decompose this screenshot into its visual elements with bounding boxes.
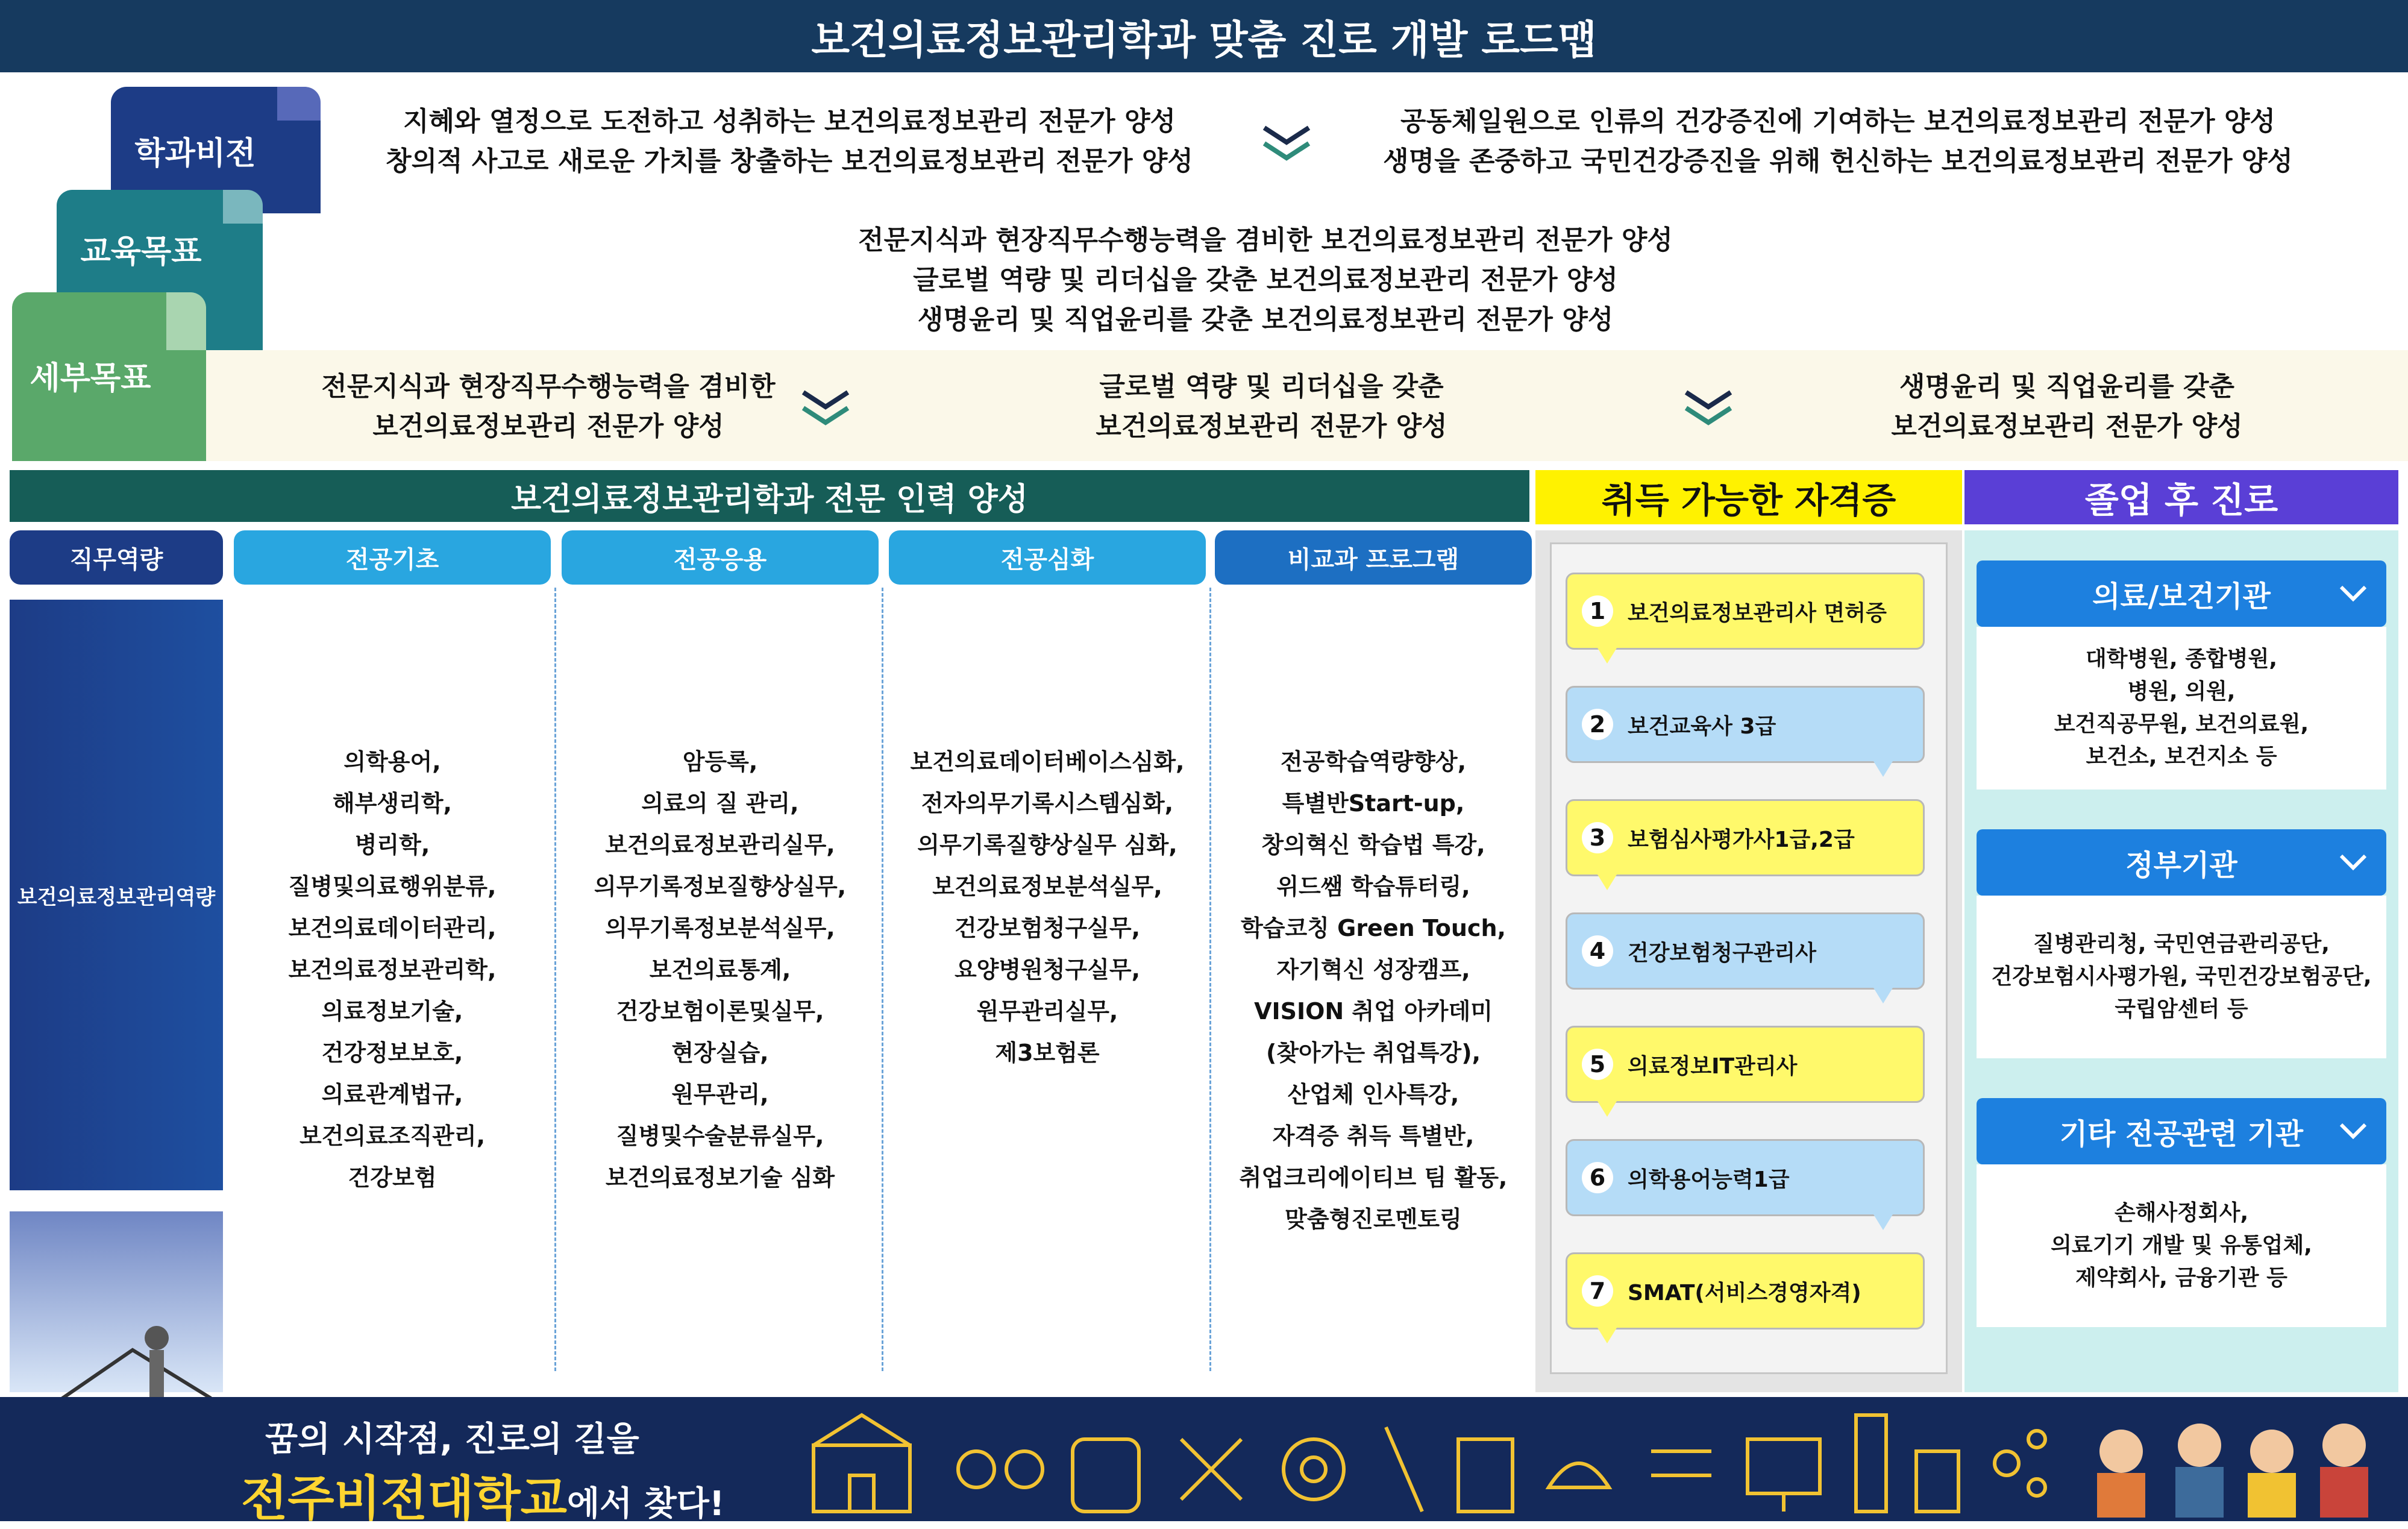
career-group-title: 정부기관 [2125,848,2237,882]
cheering-people-illustration [2073,1403,2398,1518]
career-group-body [1977,627,2386,790]
career-group-header[interactable] [1977,829,2386,896]
certificate-name: 의료정보IT관리사 [1628,1053,1798,1079]
bubble-tail [1873,1214,1893,1230]
column-list [1215,741,1532,1284]
footer-suffix: 에서 찾다! [566,1484,725,1524]
career-group-title: 의료/보건기관 [2092,579,2271,614]
certificate-name: 건강보험청구관리사 [1628,940,1816,965]
competency-value: 보건의료정보관리역량 [17,885,216,909]
column-list [234,741,551,1223]
bubble-tail [1597,648,1617,664]
career-group-title: 기타 전공관련 기관 [2059,1117,2304,1151]
edu-goal-tab-body [223,224,263,353]
detail-goal-tab [12,292,169,461]
detail-goal-line2: 보건의료정보관리 전문가 양성 [1096,411,1447,442]
vision-left-line: 지혜와 열정으로 도전하고 성취하는 보건의료정보관리 전문가 양성 [403,106,1176,137]
course-list: 암등록, 의료의 질 관리, 보건의료정보관리실무, 의무기록정보질향상실무, 의무기록정보분석실무, 보건의료통계, 건강보험이론및실무, 현장실습, 원무관리, 질병및수술분류실무, 보건의료정보기술 심화 [594,749,847,1191]
bubble-tail [1597,874,1617,890]
chevron-down-icon [1681,386,1735,429]
edu-goal-line: 글로벌 역량 및 리더십을 갖춘 보건의료정보관리 전문가 양성 [913,265,1618,295]
certificate-name: 의학용어능력1급 [1628,1167,1790,1192]
vision-tab-body [277,121,321,213]
certificate-number: 5 [1582,1049,1613,1080]
certificate-item [1566,799,1925,876]
certificate-number: 3 [1582,822,1613,853]
detail-goal-tab-curl [166,292,206,350]
footer-school-name: 전주비전대학교 [241,1471,567,1527]
footer-icon-strip [795,1403,2061,1518]
detail-goal-line1: 전문지식과 현장직무수행능력을 겸비한 [321,371,776,402]
detail-goal-item [1735,359,2398,455]
vision-right [1326,102,2350,181]
certificate-item [1566,1139,1925,1216]
column-divider [1209,588,1211,1371]
career-group-header[interactable] [1977,1098,2386,1164]
edu-goal-label: 교육목표 [80,234,202,270]
page-title: 보건의료정보관리학과 맞춤 진로 개발 로드맵 [0,0,2408,72]
column-list [562,741,879,1223]
cert-header [1535,470,1962,524]
column-pill: 전공기초 [234,530,551,585]
column-list [889,741,1206,1103]
certificate-item [1566,912,1925,990]
career-group-header[interactable] [1977,560,2386,627]
chevron-down-icon [2338,1121,2368,1141]
column-pill: 비교과 프로그램 [1215,530,1532,585]
certificate-number: 6 [1582,1162,1613,1193]
bubble-tail [1873,761,1893,777]
edu-goal-line: 생명윤리 및 직업윤리를 갖춘 보건의료정보관리 전문가 양성 [917,304,1614,335]
chevron-down-icon [798,386,853,429]
cert-header-label: 취득 가능한 자격증 [1601,480,1896,521]
competency-pill: 직무역량 [10,530,223,585]
career-group-text: 대학병원, 종합병원, 병원, 의원, 보건직공무원, 보건의료원, 보건소, 보건지소 등 [2054,647,2309,769]
vision-label: 학과비전 [134,135,256,172]
competency-bar [10,600,223,1190]
course-list: 의학용어, 해부생리학, 병리학, 질병및의료행위분류, 보건의료데이터관리, 보건의료정보관리학, 의료정보기술, 건강정보보호, 의료관계법규, 보건의료조직관리, 건강보험 [288,749,497,1191]
chevron-down-icon [1259,122,1314,164]
footer-line1: 꿈의 시작점, 진로의 길을 [265,1420,639,1459]
course-list: 보건의료데이터베이스심화, 전자의무기록시스템심화, 의무기록질향상실무 심화, 보건의료정보분석실무, 건강보험청구실무, 요양병원청구실무, 원무관리실무, 제3보험론 [910,749,1185,1066]
certificate-item [1566,686,1925,763]
career-group-text: 질병관리청, 국민연금관리공단, 건강보험시사평가원, 국민건강보험공단, 국립암센터 등 [1991,932,2372,1022]
detail-goal-item [217,359,880,455]
edu-goal-row [0,208,2408,347]
certificate-name: 보건의료정보관리사 면허증 [1628,600,1887,626]
vision-left [337,102,1241,181]
career-header-label: 졸업 후 진로 [2084,480,2278,521]
detail-goal-line2: 보건의료정보관리 전문가 양성 [372,411,724,442]
detail-goal-label: 세부목표 [30,360,151,397]
program-header: 보건의료정보관리학과 전문 인력 양성 [10,470,1529,522]
career-group-body [1977,1164,2386,1327]
column-pill: 전공응용 [562,530,879,585]
detail-goal-line1: 글로벌 역량 및 리더십을 갖춘 [1099,371,1444,402]
bubble-tail [1597,1328,1617,1343]
certificate-item [1566,573,1925,650]
certificate-item [1566,1026,1925,1103]
detail-goal-tab-body [166,350,206,461]
footer-school [241,1460,724,1529]
certificate-number: 2 [1582,709,1613,740]
certificate-name: SMAT(서비스경영자격) [1628,1280,1861,1305]
program-list: 전공학습역량향상, 특별반Start-up, 창의혁신 학습법 특강, 위드쌤 학습튜터링, 학습코칭 Green Touch, 자기혁신 성장캠프, VISION 취업 아카데미 (찾아가는 취업특강), 산업체 인사특강, 자격증 취득 특별반, 취업크리에이티브 팀 활동, 맞춤형진로멘토링 [1239,749,1508,1232]
detail-goal-row [0,347,2408,461]
certificate-number: 1 [1582,595,1613,627]
edu-goal-text [542,220,1989,341]
certificate-name: 보험심사평가사1급,2급 [1628,827,1855,852]
column-divider [882,588,883,1371]
bubble-tail [1873,988,1893,1003]
bubble-tail [1597,1101,1617,1117]
detail-goal-item [940,359,1603,455]
vision-tab-curl [277,87,321,122]
vision-right-line: 생명을 존중하고 국민건강증진을 위해 헌신하는 보건의료정보관리 전문가 양성 [1383,146,2293,177]
career-header [1964,470,2398,524]
vision-row [0,72,2408,208]
certificate-number: 7 [1582,1275,1613,1307]
chevron-down-icon [2338,583,2368,604]
detail-goal-line2: 보건의료정보관리 전문가 양성 [1891,411,2243,442]
vision-left-line: 창의적 사고로 새로운 가치를 창출하는 보건의료정보관리 전문가 양성 [386,146,1193,177]
certificate-item [1566,1252,1925,1330]
vision-right-line: 공동체일원으로 인류의 건강증진에 기여하는 보건의료정보관리 전문가 양성 [1400,106,2276,137]
edu-goal-tab-curl [223,190,263,225]
career-group-body [1977,896,2386,1058]
career-group-text: 손해사정회사, 의료기기 개발 및 유통업체, 제약회사, 금융기관 등 [2051,1201,2312,1290]
edu-goal-line: 전문지식과 현장직무수행능력을 겸비한 보건의료정보관리 전문가 양성 [858,225,1673,256]
detail-goal-line1: 생명윤리 및 직업윤리를 갖춘 [1899,371,2234,402]
column-divider [554,588,556,1371]
footer-banner [0,1397,2408,1527]
column-pill: 전공심화 [889,530,1206,585]
certificate-name: 보건교육사 3급 [1628,714,1776,739]
chevron-down-icon [2338,852,2368,873]
certificate-number: 4 [1582,935,1613,967]
